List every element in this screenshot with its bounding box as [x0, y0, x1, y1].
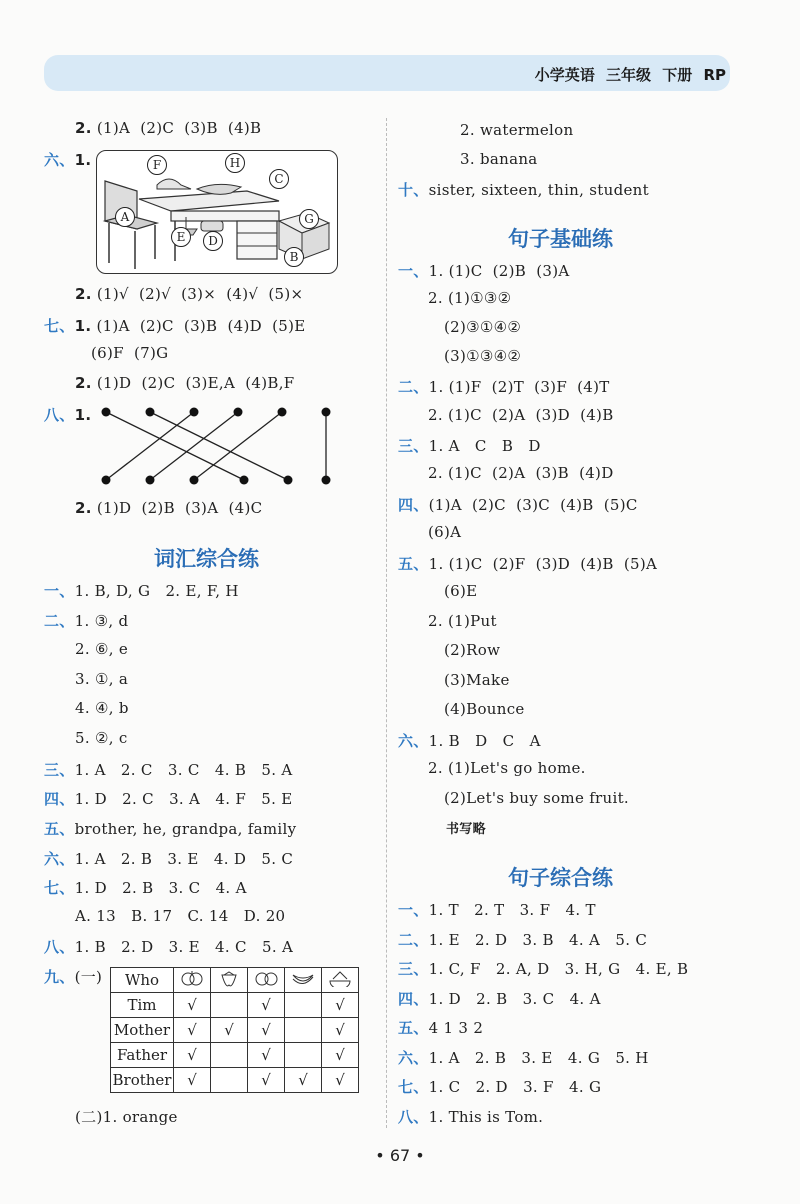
table-cell [285, 993, 322, 1018]
answer-line: 二、1. (1)F (2)T (3)F (4)T [398, 378, 610, 396]
table-cell [211, 1068, 248, 1093]
picture-label: B [284, 247, 304, 267]
answer-line: 八、1. This is Tom. [398, 1108, 544, 1126]
picture-label: D [203, 231, 223, 251]
matching-lines [96, 404, 346, 488]
answer-line: 5. ②, c [75, 729, 128, 747]
answer-line: 三、1. A 2. C 3. C 4. B 5. A [44, 761, 293, 779]
table-cell: √ [174, 1043, 211, 1068]
table-cell: √ [285, 1068, 322, 1093]
table-row-name: Brother [111, 1068, 174, 1093]
answer-line: 七、1. C 2. D 3. F 4. G [398, 1078, 602, 1096]
table-cell: √ [248, 1018, 285, 1043]
table-cell: √ [322, 993, 359, 1018]
picture-label: G [299, 209, 319, 229]
answer-line: 2. (1)C (2)A (3)B (4)D [428, 464, 614, 482]
answer-line: 三、1. C, F 2. A, D 3. H, G 4. E, B [398, 960, 689, 978]
table-cell: √ [322, 1018, 359, 1043]
answer-line: (6)E [444, 582, 478, 600]
answer-line: (2)Let's buy some fruit. [444, 789, 629, 807]
table-cell [285, 1043, 322, 1068]
answer-line: 五、brother, he, grandpa, family [44, 820, 297, 838]
answer-line: 2. (1)C (2)A (3)D (4)B [428, 406, 614, 424]
answer-line: 五、1. (1)C (2)F (3)D (4)B (5)A [398, 555, 658, 573]
answer-line: 2. (1)Put [428, 612, 497, 630]
answer-line: 四、(1)A (2)C (3)C (4)B (5)C [398, 496, 638, 514]
answer-line: 2. watermelon [460, 121, 574, 139]
table-cell [285, 1018, 322, 1043]
page-number: • 67 • [375, 1146, 425, 1165]
answer-line: 七、1. (1)A (2)C (3)B (4)D (5)E [44, 317, 306, 335]
fruit-table [110, 967, 359, 1093]
answer-line: 4. ④, b [75, 699, 129, 717]
table-cell: √ [174, 1068, 211, 1093]
table-cell: √ [211, 1018, 248, 1043]
watermelon-icon [322, 968, 359, 993]
answer-line: 一、1. (1)C (2)B (3)A [398, 262, 570, 280]
answer-line: (3)①③④② [444, 347, 522, 365]
answer-line: 2. (1)Let's go home. [428, 759, 586, 777]
answer-line: (6)A [428, 523, 462, 541]
table-cell: √ [248, 1068, 285, 1093]
answer-line: 3. ①, a [75, 670, 129, 688]
table-cell: √ [322, 1043, 359, 1068]
answer-line: 2. (1)D (2)C (3)E,A (4)B,F [75, 374, 295, 392]
section-title-sentence-comprehensive: 句子综合练 [508, 866, 613, 890]
picture-label: H [225, 153, 245, 173]
answer-line: 四、1. D 2. C 3. A 4. F 5. E [44, 790, 293, 808]
section-title-vocab: 词汇综合练 [154, 547, 259, 571]
section-six-label: 六、1. [44, 151, 92, 169]
answer-line: 十、sister, sixteen, thin, student [398, 181, 649, 199]
strawberry-icon [211, 968, 248, 993]
table-cell [211, 1043, 248, 1068]
orange-icon [248, 968, 285, 993]
table-row-name: Tim [111, 993, 174, 1018]
answer-line: 九、(一) [44, 968, 103, 986]
answer-line: 3. banana [460, 150, 538, 168]
answer-line: (2)③①④② [444, 318, 522, 336]
answer-line: 六、1. A 2. B 3. E 4. G 5. H [398, 1049, 649, 1067]
banana-icon [285, 968, 322, 993]
answer-line: 2. (1)A (2)C (3)B (4)B [75, 119, 262, 137]
answer-line: 二、1. ③, d [44, 612, 129, 630]
table-cell: √ [322, 1068, 359, 1093]
table-cell: √ [248, 1043, 285, 1068]
answer-line: (3)Make [444, 671, 510, 689]
table-header-who: Who [111, 968, 174, 993]
answer-line: (二)1. orange [75, 1108, 178, 1126]
answer-line: (6)F (7)G [91, 344, 169, 362]
answer-line: 八、1. B 2. D 3. E 4. C 5. A [44, 938, 294, 956]
column-divider [386, 118, 387, 1128]
table-cell: √ [174, 1018, 211, 1043]
table-cell [211, 993, 248, 1018]
answer-line: 2. (1)D (2)B (3)A (4)C [75, 499, 263, 517]
answer-line: 五、4 1 3 2 [398, 1019, 484, 1037]
answer-line: 四、1. D 2. B 3. C 4. A [398, 990, 601, 1008]
section-eight-label: 八、1. [44, 406, 92, 424]
answer-line: 一、1. T 2. T 3. F 4. T [398, 901, 596, 919]
picture-label: E [171, 227, 191, 247]
answer-line: 三、1. A C B D [398, 437, 541, 455]
answer-line: (2)Row [444, 641, 501, 659]
table-cell: √ [174, 993, 211, 1018]
section-title-sentence-basic: 句子基础练 [508, 227, 613, 251]
answer-line: 七、1. D 2. B 3. C 4. A [44, 879, 247, 897]
answer-line: 二、1. E 2. D 3. B 4. A 5. C [398, 931, 648, 949]
answer-line: 2. (1)①③② [428, 289, 512, 307]
answer-line: A. 13 B. 17 C. 14 D. 20 [75, 907, 286, 925]
answer-line: (4)Bounce [444, 700, 525, 718]
header-title: 小学英语 三年级 下册 RP [534, 66, 726, 84]
classroom-illustration [96, 150, 338, 274]
answer-line: 2. (1)√ (2)√ (3)× (4)√ (5)× [75, 285, 304, 303]
answer-line: 一、1. B, D, G 2. E, F, H [44, 582, 239, 600]
answer-line: 书写略 [446, 822, 486, 837]
answer-line: 六、1. A 2. B 3. E 4. D 5. C [44, 850, 294, 868]
table-cell: √ [248, 993, 285, 1018]
table-row-name: Mother [111, 1018, 174, 1043]
picture-label: C [269, 169, 289, 189]
answer-line: 2. ⑥, e [75, 640, 129, 658]
table-row-name: Father [111, 1043, 174, 1068]
answer-line: 六、1. B D C A [398, 732, 541, 750]
picture-label: F [147, 155, 167, 175]
apple-icon [174, 968, 211, 993]
picture-label: A [115, 207, 135, 227]
